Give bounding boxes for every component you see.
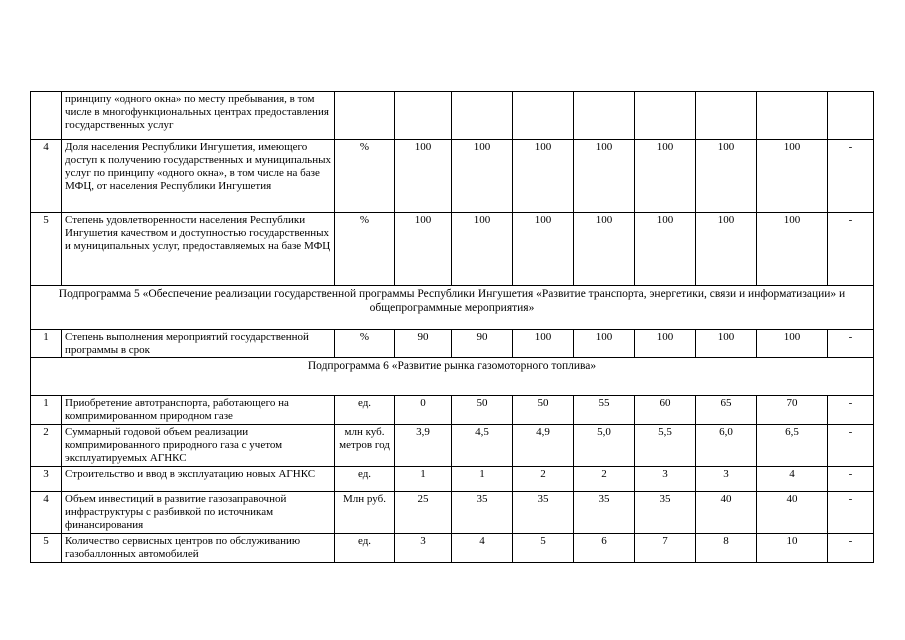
row-number-cell bbox=[31, 92, 62, 140]
table-row bbox=[31, 467, 874, 492]
indicator-name-cell: принципу «одного окна» по месту пребывания, в том числе в многофункциональных центрах предоставления государственных услуг bbox=[62, 92, 335, 140]
last-value-cell: - bbox=[828, 330, 874, 358]
value-cell: 0 bbox=[395, 396, 452, 425]
value-cell: 100 bbox=[635, 140, 696, 213]
value-cell: 4 bbox=[452, 534, 513, 563]
section-heading: Подпрограмма 5 «Обеспечение реализации государственной программы Республики Ингушетия «Развитие транспорта, энергетики, связи и информатизации» и общепрограммные мероприятия» bbox=[31, 286, 874, 330]
row-number-cell: 1 bbox=[31, 396, 62, 425]
value-cell: 4,5 bbox=[452, 425, 513, 467]
value-cell: 4 bbox=[757, 467, 828, 492]
value-cell: 100 bbox=[513, 213, 574, 286]
value-cell: 3 bbox=[395, 534, 452, 563]
value-cell: 100 bbox=[757, 140, 828, 213]
value-cell: 4,9 bbox=[513, 425, 574, 467]
value-cell: 7 bbox=[635, 534, 696, 563]
value-cell: 100 bbox=[635, 330, 696, 358]
last-value-cell: - bbox=[828, 492, 874, 534]
value-cell: 35 bbox=[452, 492, 513, 534]
unit-cell: млн куб. метров год bbox=[335, 425, 395, 467]
value-cell: 90 bbox=[395, 330, 452, 358]
table-row bbox=[31, 492, 874, 534]
row-number-cell: 4 bbox=[31, 492, 62, 534]
table-row bbox=[31, 213, 874, 286]
section-heading: Подпрограмма 6 «Развитие рынка газомоторного топлива» bbox=[31, 358, 874, 396]
value-cell: 100 bbox=[696, 140, 757, 213]
section-row bbox=[31, 286, 874, 330]
table-row bbox=[31, 92, 874, 140]
value-cell: 90 bbox=[452, 330, 513, 358]
value-cell: 100 bbox=[635, 213, 696, 286]
value-cell bbox=[395, 92, 452, 140]
value-cell bbox=[513, 92, 574, 140]
value-cell: 1 bbox=[395, 467, 452, 492]
value-cell: 2 bbox=[513, 467, 574, 492]
value-cell bbox=[696, 92, 757, 140]
unit-cell: ед. bbox=[335, 534, 395, 563]
value-cell: 3 bbox=[635, 467, 696, 492]
row-number-cell: 3 bbox=[31, 467, 62, 492]
value-cell: 3 bbox=[696, 467, 757, 492]
value-cell: 35 bbox=[513, 492, 574, 534]
value-cell: 70 bbox=[757, 396, 828, 425]
value-cell: 5 bbox=[513, 534, 574, 563]
row-number-cell: 1 bbox=[31, 330, 62, 358]
unit-cell: Млн руб. bbox=[335, 492, 395, 534]
value-cell: 100 bbox=[513, 140, 574, 213]
value-cell: 100 bbox=[574, 213, 635, 286]
indicator-name-cell: Степень удовлетворенности населения Республики Ингушетия качеством и доступностью государственных и муниципальных услуг, предоставляемых на базе МФЦ bbox=[62, 213, 335, 286]
value-cell: 8 bbox=[696, 534, 757, 563]
value-cell: 5,0 bbox=[574, 425, 635, 467]
last-value-cell: - bbox=[828, 534, 874, 563]
value-cell: 100 bbox=[757, 330, 828, 358]
value-cell: 60 bbox=[635, 396, 696, 425]
section-row bbox=[31, 358, 874, 396]
last-value-cell: - bbox=[828, 213, 874, 286]
row-number-cell: 5 bbox=[31, 534, 62, 563]
value-cell bbox=[452, 92, 513, 140]
value-cell: 3,9 bbox=[395, 425, 452, 467]
value-cell: 100 bbox=[452, 140, 513, 213]
value-cell bbox=[757, 92, 828, 140]
value-cell: 6 bbox=[574, 534, 635, 563]
value-cell: 35 bbox=[635, 492, 696, 534]
value-cell: 100 bbox=[574, 140, 635, 213]
table-row bbox=[31, 140, 874, 213]
unit-cell: % bbox=[335, 330, 395, 358]
indicator-name-cell: Степень выполнения мероприятий государственной программы в срок bbox=[62, 330, 335, 358]
value-cell: 100 bbox=[574, 330, 635, 358]
value-cell: 6,0 bbox=[696, 425, 757, 467]
unit-cell: ед. bbox=[335, 467, 395, 492]
row-number-cell: 2 bbox=[31, 425, 62, 467]
last-value-cell: - bbox=[828, 396, 874, 425]
value-cell: 100 bbox=[395, 213, 452, 286]
value-cell: 100 bbox=[696, 213, 757, 286]
indicator-name-cell: Суммарный годовой объем реализации компримированного природного газа с учетом эксплуатируемых АГНКС bbox=[62, 425, 335, 467]
value-cell bbox=[635, 92, 696, 140]
unit-cell: % bbox=[335, 213, 395, 286]
value-cell: 35 bbox=[574, 492, 635, 534]
value-cell: 100 bbox=[757, 213, 828, 286]
value-cell: 2 bbox=[574, 467, 635, 492]
value-cell bbox=[574, 92, 635, 140]
value-cell: 25 bbox=[395, 492, 452, 534]
indicator-name-cell: Доля населения Республики Ингушетия, имеющего доступ к получению государственных и муниципальных услуг по принципу «одного окна», в том числе на базе МФЦ, от населения Республики Ингушетия bbox=[62, 140, 335, 213]
value-cell: 50 bbox=[513, 396, 574, 425]
value-cell: 100 bbox=[696, 330, 757, 358]
value-cell: 1 bbox=[452, 467, 513, 492]
last-value-cell: - bbox=[828, 140, 874, 213]
indicator-name-cell: Количество сервисных центров по обслуживанию газобаллонных автомобилей bbox=[62, 534, 335, 563]
value-cell: 40 bbox=[757, 492, 828, 534]
indicator-name-cell: Строительство и ввод в эксплуатацию новых АГНКС bbox=[62, 467, 335, 492]
table-row bbox=[31, 425, 874, 467]
value-cell: 55 bbox=[574, 396, 635, 425]
indicators-table bbox=[30, 91, 874, 563]
table-row bbox=[31, 330, 874, 358]
indicator-name-cell: Объем инвестиций в развитие газозаправочной инфраструктуры с разбивкой по источникам финансирования bbox=[62, 492, 335, 534]
value-cell: 65 bbox=[696, 396, 757, 425]
table-row bbox=[31, 534, 874, 563]
value-cell: 100 bbox=[452, 213, 513, 286]
row-number-cell: 5 bbox=[31, 213, 62, 286]
last-value-cell: - bbox=[828, 467, 874, 492]
value-cell: 6,5 bbox=[757, 425, 828, 467]
last-value-cell: - bbox=[828, 425, 874, 467]
value-cell: 50 bbox=[452, 396, 513, 425]
table-body bbox=[31, 92, 874, 563]
value-cell: 10 bbox=[757, 534, 828, 563]
indicator-name-cell: Приобретение автотранспорта, работающего на компримированном природном газе bbox=[62, 396, 335, 425]
value-cell: 5,5 bbox=[635, 425, 696, 467]
unit-cell: ед. bbox=[335, 396, 395, 425]
value-cell: 100 bbox=[513, 330, 574, 358]
value-cell: 40 bbox=[696, 492, 757, 534]
table-row bbox=[31, 396, 874, 425]
unit-cell: % bbox=[335, 140, 395, 213]
unit-cell bbox=[335, 92, 395, 140]
value-cell: 100 bbox=[395, 140, 452, 213]
last-value-cell bbox=[828, 92, 874, 140]
row-number-cell: 4 bbox=[31, 140, 62, 213]
